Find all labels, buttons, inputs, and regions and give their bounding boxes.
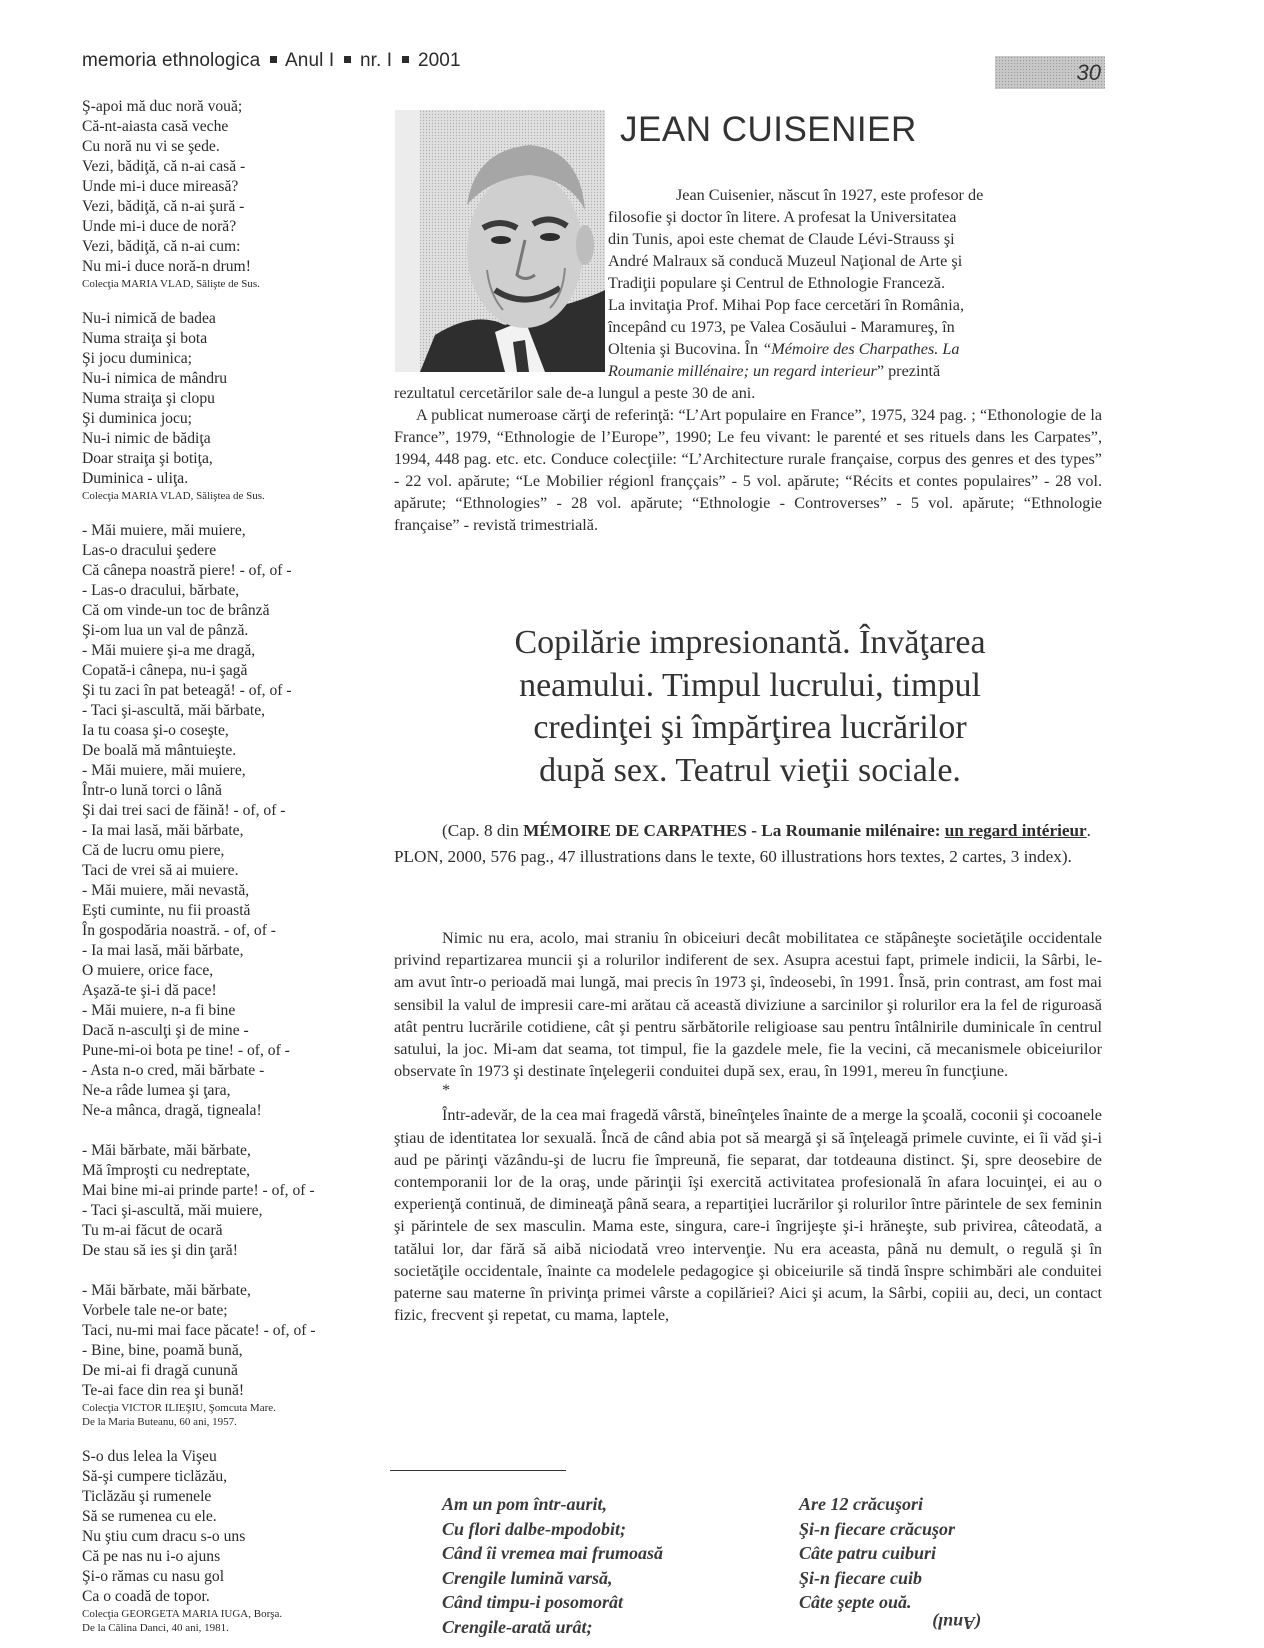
section-heading <box>410 622 1090 792</box>
bio-line: La invitaţia Prof. Mihai Pop face cercetări în România, <box>608 296 964 314</box>
footnote-divider <box>390 1470 566 1471</box>
poem-credit: Colecţia GEORGETA MARIA IUGA, Borşa. <box>82 1608 283 1620</box>
poem-line: - Bine, bine, poamă bună, <box>82 1342 243 1359</box>
poem-credit: Colecţia MARIA VLAD, Sălişte de Sus. <box>82 278 260 290</box>
article-body <box>394 927 1102 1326</box>
poem-stanza <box>82 1141 382 1261</box>
poem-line: Şi-om lua un val de pânză. <box>82 622 249 639</box>
poem-line: Vezi, bădiţă, că n-ai casă - <box>82 158 246 175</box>
riddle-line: Şi-n fiecare cuib <box>799 1567 922 1588</box>
poem-line: Doar straiţa şi botiţa, <box>82 450 213 467</box>
heading-line: credinţei şi împărţirea lucrărilor <box>533 709 967 746</box>
poem-line: Numa straiţa şi bota <box>82 330 208 347</box>
bio-publications: A publicat numeroase cărţi de referinţă: “L’Art populaire en France”, 1975, 324 pag. ; “Ethonologie de la France”, 1979, “Ethnologie de l’Europe”, 1990; Le feu vivant: le parenté et ses rituels dans les Carpates”, 1994, 448 pag. etc. etc. Conduce colecţiile: “L’Architecture rurale française, corpus des genres et des types” - 22 vol. apărute; “Le Mobilier régionl franççais” - 5 vol. apărute; “Récits et contes populaires” - 28 vol. apărute; “Ethnologies” - 28 vol. apărute; “Ethnologie - Controverses” - 5 vol. apărute; “Ethnologie française” - revistă trimestrială. <box>394 406 1102 534</box>
riddle-line: Câte patru cuiburi <box>799 1543 937 1564</box>
poem-line: Ia tu coasa şi-o coseşte, <box>82 722 229 739</box>
riddle-line: Când îi vremea mai frumoasă <box>442 1543 664 1564</box>
poem-line: Într-o lună torci o lână <box>82 782 222 799</box>
folk-poems-column <box>82 97 382 1635</box>
poem-line: De mi-ai fi dragă cunună <box>82 1362 238 1379</box>
poem-line: Te-ai face din rea şi bună! <box>82 1382 245 1399</box>
poem-line: Mai bine mi-ai prinde parte! - of, of - <box>82 1182 315 1199</box>
poem-line: Ş-apoi mă duc noră vouă; <box>82 98 243 115</box>
poem-credit: Colecţia VICTOR ILIEŞIU, Şomcuta Mare. <box>82 1402 276 1414</box>
bio-line: rezultatul cercetărilor sale de-a lungul a peste 30 de ani. <box>394 384 756 402</box>
riddle-line: Crengile lumină varsă, <box>442 1567 613 1588</box>
poem-line: Mă împroşti cu nedreptate, <box>82 1162 251 1179</box>
poem-line: Nu-i nimică de badea <box>82 310 216 327</box>
heading-line: neamului. Timpul lucrului, timpul <box>519 666 981 704</box>
bio-line <box>608 360 1102 382</box>
poem-line: De boală mă mântuieşte. <box>82 742 237 759</box>
riddle-answer-upside-down: (Anul) <box>932 1613 982 1633</box>
poem-stanza <box>82 97 382 291</box>
poem-line: Vezi, bădiţă, că n-ai şură - <box>82 198 245 215</box>
poem-line: Numa straiţa şi clopu <box>82 390 215 407</box>
poem-line: Şi tu zaci în pat beteagă! - of, of - <box>82 682 292 699</box>
bio-line: Tradiţii populare şi Centrul de Ethnologie Franceză. <box>608 274 946 292</box>
riddle-poem-right <box>799 1492 955 1615</box>
poem-line: Pune-mi-oi bota pe tine! - of, of - <box>82 1042 290 1059</box>
poem-line: Nu ştiu cum dracu s-o uns <box>82 1528 246 1545</box>
poem-line: Că de lucru omu piere, <box>82 842 225 859</box>
poem-line: Copată-i cânepa, nu-i şagă <box>82 662 248 679</box>
poem-stanza <box>82 1281 382 1429</box>
poem-line: Ticlăzău şi rumenele <box>82 1488 212 1505</box>
bio-text: ” prezintă <box>876 362 941 380</box>
ref-prefix: (Cap. 8 din <box>442 821 524 840</box>
poem-line: Nu-i nimic de bădiţa <box>82 430 211 447</box>
poem-line: O muiere, orice face, <box>82 962 214 979</box>
riddle-line: Şi-n fiecare crăcuşor <box>799 1518 955 1539</box>
body-paragraph: Nimic nu era, acolo, mai straniu în obiceiuri decât mobilitatea ce stăpâneşte societăţile occidentale privind repartizarea muncii şi a rolurilor indiferent de sex. Asupra acestui fapt, primele indicii, la Sârbi, le-am avut într-o perioadă mai lungă, mai precis în 1973 şi, îndeosebi, în 1991. Însă, prin contrast, am fost mai sensibil la valul de impresii care-mi arătau că această diviziune a sarcinilor şi rolurilor era la fel de riguroasă atât pentru lucrările cotidiene, cât şi pentru sărbătorile religioase sau pentru întâlnirile duminicale în centrul satului, la joc. Mi-am dat seama, tot timpul, fie la gazdele mele, fie la vecini, că mecanismele obiceiurilor observate în 1973 şi destinate înţelegerii conduitei după sex, erau, în 1991, mereu în funcţiune. <box>394 929 1102 1081</box>
poem-line: Şi-o rămas cu nasu gol <box>82 1568 225 1585</box>
poem-line: Că-nt-aiasta casă veche <box>82 118 229 135</box>
bio-line: Jean Cuisenier, născut în 1927, este profesor de <box>676 186 984 204</box>
poem-line: - Măi muiere şi-a me dragă, <box>82 642 256 659</box>
poem-credit: De la Călina Danci, 40 ani, 1981. <box>82 1622 229 1634</box>
poem-line: Nu-i nimica de mândru <box>82 370 228 387</box>
poem-line: - Asta n-o cred, măi bărbate - <box>82 1062 265 1079</box>
poem-line: S-o dus lelea la Vişeu <box>82 1448 217 1465</box>
heading-line: după sex. Teatrul vieţii sociale. <box>539 751 961 789</box>
riddle-line: Crengile-arată urât; <box>442 1616 593 1637</box>
page-number: 30 <box>995 56 1105 89</box>
poem-line: - Ia mai lasă, măi bărbate, <box>82 822 244 839</box>
poem-line: Ne-a râde lumea şi ţara, <box>82 1082 231 1099</box>
poem-line: - Măi muiere, măi muiere, <box>82 762 246 779</box>
poem-line: Vezi, bădiţă, că n-ai cum: <box>82 238 241 255</box>
poem-line: De stau să ies şi din ţară! <box>82 1242 238 1259</box>
bullet-square-icon <box>402 56 409 63</box>
bio-line <box>608 338 1102 360</box>
book-title: Roumanie millénaire; un regard interieur <box>608 362 877 380</box>
bio-text: Oltenia şi Bucovina. În <box>608 340 763 358</box>
poem-line: Şi duminica jocu; <box>82 410 193 427</box>
issue-label: nr. I <box>359 50 393 71</box>
ref-suffix: . PLON, 2000, 576 pag., 47 illustrations dans le texte, 60 illustrations hors textes, 2 cartes, 3 index). <box>394 821 1091 866</box>
poem-line: Tu m-ai făcut de ocară <box>82 1222 223 1239</box>
poem-line: - Taci şi-ascultă, măi bărbate, <box>82 702 266 719</box>
poem-line: Eşti cuminte, nu fii proastă <box>82 902 251 919</box>
poem-line: Duminica - uliţa. <box>82 470 189 487</box>
poem-line: Şi dai trei saci de făină! - of, of - <box>82 802 286 819</box>
poem-line: Ne-a mânca, dragă, tigneala! <box>82 1102 262 1119</box>
poem-line: - Ia mai lasă, măi bărbate, <box>82 942 244 959</box>
year-label: 2001 <box>417 50 461 71</box>
poem-line: - Măi bărbate, măi bărbate, <box>82 1282 251 1299</box>
poem-line: Unde mi-i duce de noră? <box>82 218 237 235</box>
poem-line: - Măi muiere, măi nevastă, <box>82 882 250 899</box>
poem-line: - Măi muiere, n-a fi bine <box>82 1002 236 1019</box>
body-paragraph: Într-adevăr, de la cea mai fragedă vârstă, bineînţeles înainte de a merge la şcoală, coconii şi cocoanele ştiau de identitatea lor sexuală. Încă de când abia pot să meargă şi să înţeleagă primele cuvinte, ei îi văd şi-i aud pe părinţi văzându-şi de lucru fie împreună, fie separat, dar totdeauna distinct. Şi, spre deosebire de contemporanii lor de la oraş, unde părinţii îşi exercită activitatea profesională în afara locuinţei, ei au o experienţă continuă, de dimineaţă până seara, a repartiţiei lucrărilor şi rolurilor între părintele de sex feminin şi părintele de sex masculin. Mama este, singura, care-i îngrijeşte şi-i hrăneşte, sub privirea, câteodată, a tatălui lor, dar fără să aibă niciodată vreo intervenţie. Nu era aceasta, până nu demult, o regulă şi în societăţile occidentale, înainte ca modelele pedagogice şi obiceiurile să tindă înspre schimbări ale conduitei paterne sau materne în privinţa primei vârste a copilăriei? Aici şi acum, la Sârbi, copiii au, deci, un contact fizic, frecvent şi repetat, cu mama, laptele, <box>394 1106 1102 1325</box>
riddle-line: Am un pom într-aurit, <box>442 1494 608 1514</box>
riddle-poem-left <box>442 1492 663 1640</box>
poem-line: Dacă n-asculţi şi de mine - <box>82 1022 249 1039</box>
riddle-line: Când timpu-i posomorât <box>442 1592 624 1613</box>
poem-line: În gospodăria noastră. - of, of - <box>82 922 276 939</box>
poem-line: - Măi bărbate, măi bărbate, <box>82 1142 251 1159</box>
poem-line: Unde mi-i duce mireasă? <box>82 178 239 195</box>
poem-stanza <box>82 309 382 503</box>
book-title: “Mémoire des Charpathes. La <box>762 340 960 358</box>
poem-line: Să se rumenea cu ele. <box>82 1508 217 1525</box>
chapter-reference <box>394 818 1102 870</box>
poem-line: Taci, nu-mi mai face păcate! - of, of - <box>82 1322 316 1339</box>
bullet-square-icon <box>344 56 351 63</box>
bio-line: André Malraux să conducă Muzeul Naţional de Arte şi <box>608 252 963 270</box>
riddle-line: Câte şepte ouă. <box>799 1592 912 1613</box>
poem-line: Taci de vrei să ai muiere. <box>82 862 239 879</box>
poem-line: - Măi muiere, măi muiere, <box>82 522 246 539</box>
poem-line: Aşază-te şi-i dă pace! <box>82 982 217 999</box>
section-separator: * <box>442 1081 451 1100</box>
poem-line: Să-şi cumpere ticlăzău, <box>82 1468 228 1485</box>
riddle-line: Are 12 crăcuşori <box>799 1494 924 1514</box>
poem-line: Că pe nas nu i-o ajuns <box>82 1548 221 1565</box>
poem-credit: De la Maria Buteanu, 60 ani, 1957. <box>82 1416 237 1428</box>
bio-line: din Tunis, apoi este chemat de Claude Lévi-Strauss şi <box>608 230 955 248</box>
author-bio <box>394 184 1102 536</box>
volume-label: Anul I <box>285 50 335 71</box>
article-author-title: JEAN CUISENIER <box>620 110 917 149</box>
poem-stanza <box>82 1447 382 1635</box>
poem-line: Şi jocu duminica; <box>82 350 193 367</box>
poem-line: - Las-o dracului, bărbate, <box>82 582 240 599</box>
bio-line: începând cu 1973, pe Valea Cosăului - Maramureş, în <box>608 318 955 336</box>
riddle-line: Cu flori dalbe-mpodobit; <box>442 1518 626 1539</box>
ref-book-title: MÉMOIRE DE CARPATHES - La Roumanie milénaire: <box>523 821 941 840</box>
poem-line: - Taci şi-ascultă, măi muiere, <box>82 1202 263 1219</box>
bio-line: filosofie şi doctor în litere. A profesat la Universitatea <box>608 208 957 226</box>
poem-credit: Colecţia MARIA VLAD, Săliştea de Sus. <box>82 490 265 502</box>
poem-line: Că cânepa noastră piere! - of, of - <box>82 562 292 579</box>
poem-line: Ca o coadă de topor. <box>82 1588 210 1605</box>
bullet-square-icon <box>270 56 277 63</box>
poem-line: Vorbele tale ne-or bate; <box>82 1302 228 1319</box>
poem-line: Că om vinde-un toc de brânză <box>82 602 270 619</box>
ref-book-subtitle: un regard intérieur <box>944 821 1087 840</box>
running-header <box>82 50 461 72</box>
poem-line: Las-o dracului şedere <box>82 542 217 559</box>
heading-line: Copilărie impresionantă. Învăţarea <box>514 624 986 661</box>
poem-stanza <box>82 521 382 1121</box>
poem-line: Cu noră nu vi se şede. <box>82 138 220 155</box>
publication-name: memoria ethnologica <box>82 50 261 71</box>
poem-line: Nu mi-i duce noră-n drum! <box>82 258 251 275</box>
